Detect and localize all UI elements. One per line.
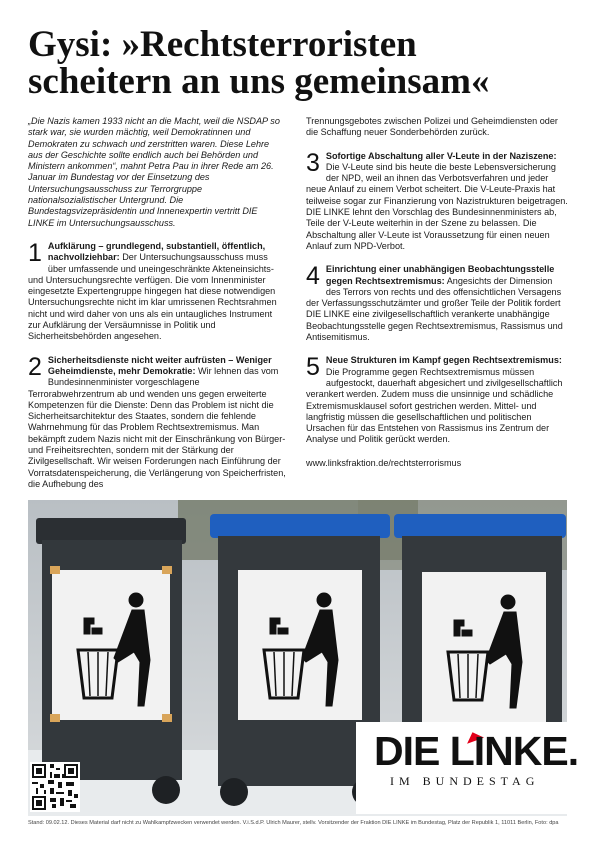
demand-body: Angesichts der Dimension des Terrors von rechts und des offensichtlichen Versagens der Verfassungsschutzämter und großer Teile der Politik fordert DIE LINKE eine zivilgesellschaftlich verankerte unabhängige Beobachtungsstelle gegen Rechtsextremismus, Rassismus und Antisemitismus.: [306, 275, 563, 343]
demand-number: 3: [306, 148, 320, 177]
demand-1: [28, 238, 286, 343]
demand-title: Neue Strukturen im Kampf gegen Rechtsextremismus:: [325, 355, 562, 366]
qr-code-icon[interactable]: [30, 762, 80, 812]
headline-line-2: scheitern an uns gemeinsam«: [28, 61, 490, 102]
demand-title: Einrichtung einer unabhängigen Beobachtungsstelle gegen Rechtsextremismus:: [325, 264, 555, 286]
demand-title: Sofortige Abschaltung aller V-Leute in der Naziszene:: [325, 150, 557, 161]
demand-body: Die V-Leute sind bis heute die beste Lebensversicherung der NPD, weil an ihnen das Verbotsverfahren und jeder neue Anlauf zu einem Verbot scheitert. Die V-Leute-Praxis hat teilweise sogar zur Finanzierung von Nazistrukturen beigetragen. DIE LINKE lehnt den Vorschlag des Bundesinnenministers ab, Teile der V-Leute weiterhin in der Szene zu belassen. Die Abschaltung aller V-Leute ist Voraussetzung für einen neuen Anlauf zum NPD-Verbot.: [306, 161, 568, 251]
demand-3: [306, 148, 568, 253]
demand-5: [306, 355, 568, 445]
footer-imprint: Stand: 09.02.12. Dieses Material darf nicht zu Wahlkampfzwecken verwendet werden. V.i.S.d.P. Ulrich Maurer, stellv. Vorsitzender der Fraktion DIE LINKE im Bundestag, Platz der Republik 1, 11011 Berlin, Foto: dpa: [28, 820, 559, 826]
demand-title: Aufklärung – grundlegend, substantiell, öffentlich, nachvollziehbar:: [47, 240, 266, 263]
campaign-link[interactable]: www.linksfraktion.de/rechtsterrorismus: [306, 457, 462, 468]
logo-wordmark: DIE LINKE.: [374, 728, 579, 774]
demand-title: Sicherheitsdienste nicht weiter aufrüsten – Weniger Geheimdienste, mehr Demokratie:: [47, 354, 272, 376]
demand-4: [306, 264, 568, 343]
demand-number: 5: [306, 353, 320, 382]
intro-text: „Die Nazis kamen 1933 nicht an die Macht, weil die NSDAP so stark war, sie wurden mächtig, weil Demokratinnen und Demokraten zu schwach und zerstritten waren. Diese Lehre aus der Geschichte sollte endlich auch bei Behörden und Ministern ankommen“, mahnt Petra Pau in ihrer Rede am 26. Januar im Bundestag vor der Einsetzung des Untersuchungsausschuss zur Terrorgruppe nationalsozialistischer Untergrund. Die Bundestagsvizepräsidentin und Innenexpertin vertritt DIE LINKE im Untersuchungsausschuss.: [28, 116, 280, 228]
demand-number: 4: [306, 262, 320, 291]
headline-line-1: Gysi: »Rechtsterroristen: [28, 24, 417, 65]
headline: [28, 26, 573, 100]
continuation-text: Trennungsgebotes zwischen Polizei und Geheimdiensten oder die Schaffung neuer Sonderbehörden zurück.: [306, 116, 558, 138]
right-column: [306, 116, 568, 469]
demand-number: 2: [28, 352, 42, 381]
demand-body: Der Untersuchungsausschuss muss über umfassende und uneingeschränkte Akteneinsichts- und Untersuchungsrechte verfügen. Die vom Innenminister eingesetzte Expertengruppe hingegen hat diese notwendigen Untersuchungsrechte nicht im klar umrissenen Rechtsrahmen nicht und wird daher von uns als ein untaugliches Instrument zur Aufklärung der Versäumnisse in Politik und Sicherheitsbehörden angesehen.: [28, 252, 277, 342]
logo-subtitle: IM BUNDESTAG: [390, 774, 540, 788]
party-logo: [356, 722, 579, 814]
demand-body: Wir lehnen das vom Bundesinnenminister vorgeschlagene Terrorabwehrzentrum ab und wenden uns gegen erweiterte Kompetenzen für die Dienste: Denn das Problem ist nicht die Sicherheitsarchitektur des Staates, sondern die fehlende Wahrnehmung für das Problem Rechtsextremismus. Man bekämpft zudem Nazis nicht mit der Einschränkung von Bürger- und Freiheitsrechten, sondern mit der Stärkung der Zivilgesellschaft. Wir weisen Forderungen nach Einführung der Vorratsdatenspeicherung, die Verlängerung von Speicherfristen, die Aufhebung des: [28, 365, 286, 489]
demand-2: [28, 352, 286, 491]
demand-body: Die Programme gegen Rechtsextremismus müssen aufgestockt, dauerhaft abgesichert und zivilgesellschaftlich verankert werden. Zudem muss die unsinnige und schädliche Extremismusklausel sofort gestrichen werden. Mittel- und langfristig müssen die gesellschaftlichen und politischen Ursachen für das Entstehen von Rassismus ins Zentrum der Analyse und Politik gerückt werden.: [306, 366, 563, 445]
demand-number: 1: [28, 238, 42, 267]
left-column: [28, 116, 286, 502]
